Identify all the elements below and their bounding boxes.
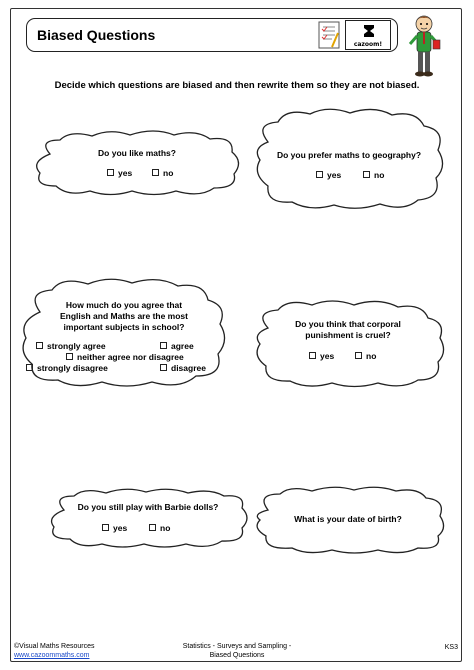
checkbox-icon: [107, 169, 114, 176]
option-neither[interactable]: [66, 352, 184, 362]
key-stage-label: KS3: [444, 644, 458, 651]
cloud-outline: [250, 300, 446, 386]
question-line: punishment is cruel?: [305, 330, 391, 340]
question-line: How much do you agree that: [65, 300, 183, 310]
option-label: no: [160, 523, 171, 533]
question-cloud-2: [252, 108, 446, 210]
checkbox-icon: [66, 353, 73, 360]
checkbox-icon: [160, 364, 167, 371]
checkbox-icon: [309, 352, 316, 359]
question-cloud-5: [46, 488, 250, 550]
option-label: yes: [320, 351, 335, 361]
option-label: no: [374, 170, 385, 180]
option-label: disagree: [171, 363, 206, 373]
checkbox-icon: [149, 524, 156, 531]
question-cloud-4: [250, 300, 446, 386]
cloud-outline: [46, 488, 250, 550]
question-line: English and Maths are the most: [60, 311, 188, 321]
question-text: Do you still play with Barbie dolls?: [77, 502, 219, 512]
option-label: agree: [171, 341, 194, 351]
option-label: strongly disagree: [37, 363, 108, 373]
option-yes[interactable]: [107, 168, 132, 178]
logo-mark-icon: [362, 24, 376, 38]
question-text: Do you like maths?: [98, 148, 176, 158]
question-cloud-3: [18, 278, 230, 390]
option-yes[interactable]: [309, 351, 334, 361]
question-text: [28, 300, 220, 333]
question-text: [250, 319, 446, 341]
option-strongly-agree[interactable]: [36, 341, 106, 351]
option-label: yes: [327, 170, 342, 180]
option-no[interactable]: [355, 351, 376, 361]
option-agree[interactable]: [160, 341, 194, 351]
option-no[interactable]: [152, 168, 173, 178]
checkbox-icon: [102, 524, 109, 531]
option-no[interactable]: [149, 523, 170, 533]
checkbox-icon: [160, 342, 167, 349]
question-text: What is your date of birth?: [294, 514, 402, 524]
option-label: no: [163, 168, 174, 178]
question-cloud-1: [30, 130, 244, 198]
option-strongly-disagree[interactable]: [26, 363, 108, 373]
topic-line-2: Biased Questions: [209, 652, 265, 659]
website-link[interactable]: www.cazoommaths.com: [14, 652, 90, 659]
checkbox-icon: [355, 352, 362, 359]
worksheet-title: Biased Questions: [37, 27, 156, 43]
option-yes[interactable]: [102, 523, 127, 533]
title-box: [26, 18, 398, 52]
option-yes[interactable]: [316, 170, 341, 180]
cartoon-character-icon: [402, 14, 446, 78]
worksheet-icon: [318, 21, 340, 49]
checkbox-icon: [152, 169, 159, 176]
question-line: Do you think that corporal: [295, 319, 401, 329]
topic-line-1: Statistics - Surveys and Sampling -: [182, 643, 292, 650]
option-label: strongly agree: [47, 341, 106, 351]
instruction-text: Decide which questions are biased and then rewrite them so they are not biased.: [54, 80, 420, 91]
option-disagree[interactable]: [160, 363, 206, 373]
logo-text: cazoom!: [353, 41, 383, 48]
question-line: important subjects in school?: [63, 322, 185, 332]
question-cloud-6: [250, 486, 446, 554]
cazoom-logo: [345, 20, 391, 50]
question-text: Do you prefer maths to geography?: [276, 150, 422, 160]
option-label: neither agree nor disagree: [77, 352, 184, 362]
copyright-text: ©Visual Maths Resources: [14, 643, 95, 650]
checkbox-icon: [363, 171, 370, 178]
footer-left: [14, 642, 95, 660]
option-label: yes: [113, 523, 128, 533]
footer-center: [160, 642, 314, 660]
option-label: no: [366, 351, 377, 361]
checkbox-icon: [26, 364, 33, 371]
cloud-outline: [18, 278, 230, 390]
cloud-outline: [30, 130, 244, 198]
checkbox-icon: [316, 171, 323, 178]
checkbox-icon: [36, 342, 43, 349]
option-label: yes: [118, 168, 133, 178]
option-no[interactable]: [363, 170, 384, 180]
